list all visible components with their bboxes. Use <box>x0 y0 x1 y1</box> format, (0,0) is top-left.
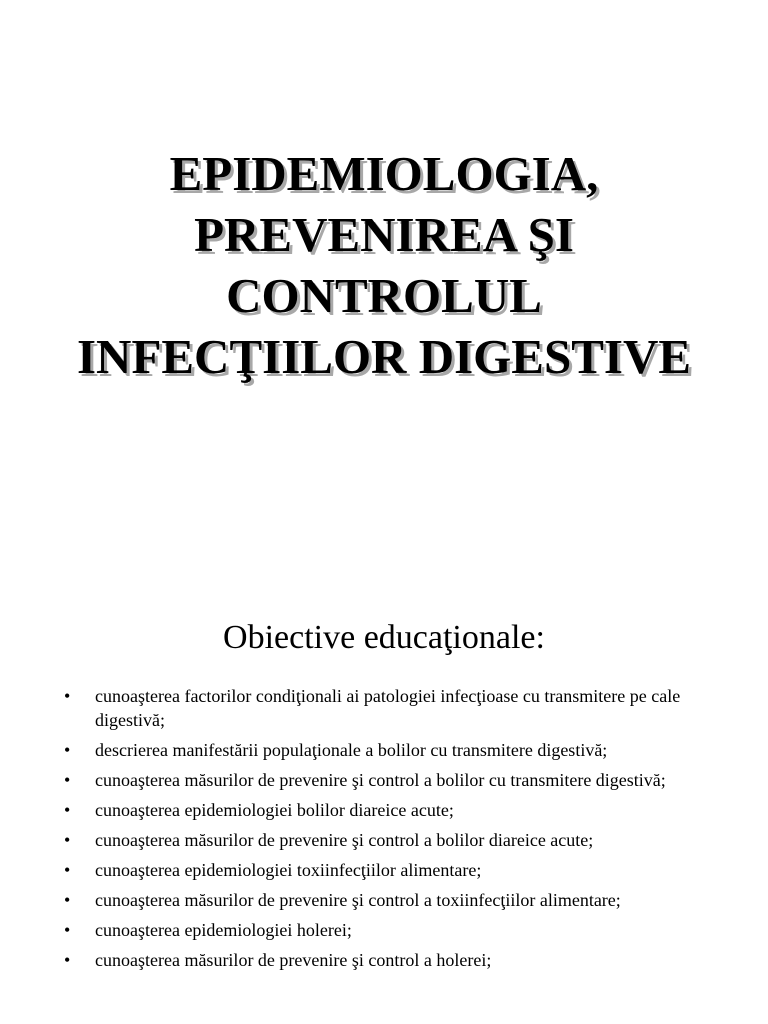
bullet-icon: • <box>64 686 71 706</box>
title-line-4: INFECŢIILOR DIGESTIVE <box>76 329 692 384</box>
objective-item-3 <box>64 768 724 792</box>
objectives-list <box>64 684 724 978</box>
objective-text: descrierea manifestării populaţionale a bolilor cu transmitere digestivă; <box>95 740 608 760</box>
bullet-icon: • <box>64 950 71 970</box>
objective-text: cunoaşterea epidemiologiei holerei; <box>95 920 352 940</box>
objective-item-9 <box>64 948 724 972</box>
document-title <box>0 143 768 387</box>
bullet-icon: • <box>64 800 71 820</box>
objective-item-6 <box>64 858 724 882</box>
bullet-icon: • <box>64 860 71 880</box>
objective-text: cunoaşterea epidemiologiei toxiinfecţiilor alimentare; <box>95 860 482 880</box>
objective-text: cunoaşterea măsurilor de prevenire şi control a holerei; <box>95 950 492 970</box>
bullet-icon: • <box>64 890 71 910</box>
bullet-icon: • <box>64 920 71 940</box>
objective-item-8 <box>64 918 724 942</box>
objective-item-2 <box>64 738 724 762</box>
objective-text: cunoaşterea epidemiologiei bolilor diareice acute; <box>95 800 454 820</box>
objectives-heading: Obiective educaţionale: <box>223 619 545 656</box>
title-line-3: CONTROLUL <box>226 268 542 323</box>
objective-text: cunoaşterea măsurilor de prevenire şi control a bolilor diareice acute; <box>95 830 594 850</box>
objective-text: cunoaşterea măsurilor de prevenire şi control a bolilor cu transmitere digestivă; <box>95 770 666 790</box>
objective-text: cunoaşterea factorilor condiţionali ai patologiei infecţioase cu transmitere pe cale digestivă; <box>95 686 681 730</box>
objective-item-1 <box>64 684 724 732</box>
bullet-icon: • <box>64 770 71 790</box>
objective-item-5 <box>64 828 724 852</box>
objective-item-4 <box>64 798 724 822</box>
objectives-section <box>0 610 768 1024</box>
bullet-icon: • <box>64 740 71 760</box>
objective-item-7 <box>64 888 724 912</box>
objective-text: cunoaşterea măsurilor de prevenire şi control a toxiinfecţiilor alimentare; <box>95 890 621 910</box>
title-line-2: PREVENIREA ŞI <box>194 207 574 262</box>
title-line-1: EPIDEMIOLOGIA, <box>169 146 599 201</box>
bullet-icon: • <box>64 830 71 850</box>
